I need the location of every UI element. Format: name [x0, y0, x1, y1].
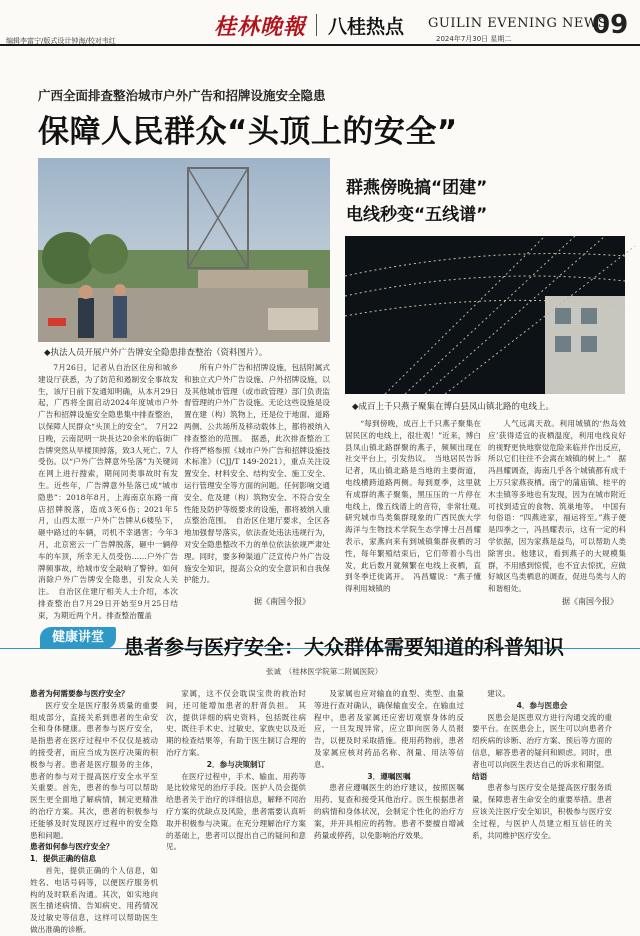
side-photo-caption: ◆成百上千只燕子聚集在博白县凤山镇北路的电线上。	[352, 402, 555, 412]
health-text-4: 在医疗过程中，手术、输血、用药等是比较常见的治疗手段。医护人员会提供给患者关于治疗的详细信息，解释不同治疗方案的优缺点及风险，患者需要认真听取并积极参与决策。在充分理解治疗方案的基础上，患者可以提出自己的疑问和意见。	[166, 771, 306, 852]
health-section-tag: 健康讲堂	[40, 627, 116, 649]
health-column-1	[30, 688, 158, 934]
side-story-column-2	[488, 418, 626, 594]
health-column-2	[166, 688, 306, 924]
health-text-7: 建议。	[487, 689, 510, 698]
main-photo-caption: ◆执法人员开展户外广告牌安全隐患排查整治（资料图片）。	[44, 348, 268, 358]
health-subheading-2: 患者如何参与医疗安全？	[30, 842, 114, 852]
main-kicker: 广西全面排查整治城市户外广告和招牌设施安全隐患	[38, 88, 326, 103]
editors-credit: 编辑李富宁/版式设计钟海/校对韦红	[6, 37, 116, 45]
issue-date: 2024年7月30日 星期二	[436, 35, 512, 43]
side-story-text-2: 人气远离天敌。利用城镇的‘热岛效应’获得适宜的夜栖温度，利用电线良好的视野更快地察觉危险来临并作出反应，所以它们往往不会离在城镇的树上。” 据冯昌耀调查，海南几乎各个城镇都有成千上万只家燕夜栖。南宁的蒲庙镇、桂平的木圭镇等多地也有发现，因为在城市附近可找到适宜的食物、筑巢地等。 中国有句俗语：“四燕进家，福运将至。”燕子便是四季之一，冯昌耀表示，这有一定的科学依据，因为家燕是益鸟，可以帮助人类除害虫。他建议，看到燕子的大规模集群，不用感到惊慌，也不宜去惊扰，应做好城区鸟类栖息的调查，促进鸟类与人的和谐相处。	[488, 419, 626, 594]
health-byline: 张诚 （桂林医学院第二附属医院）	[266, 667, 383, 676]
main-headline: 保障人民群众“头顶上的安全”	[38, 114, 458, 150]
side-headline-line-1: 群燕傍晚搞“团建”	[346, 178, 488, 198]
health-text-2: 首先，提供正确的个人信息，如姓名、电话号码等，以便医疗服务机构的及时联系沟通。其次，如实地向医生描述病情、告知病史、用药情况及过敏史等信息，这样可以帮助医生做出准确的诊断。	[30, 865, 158, 934]
health-text-5: 及家属也应对输血的血型、类型、血量等进行查对确认，确保输血安全。在输血过程中，患者及家属还应密切观察身体的反应，一旦发现异常，应立即向医务人员报告，以便及时采取措施。使用药物前，患者及家属应核对药品名称、剂量、用法等信息。	[314, 689, 464, 769]
main-story-text-2: 所有户外广告和招牌设施，包括附属式和独立式户外广告设施、户外招牌设施，以及其他城市管理（或市政管理）部门负责监督管理的户外广告设施。无论这些设施是设置在建（构）筑物上，还是位于地面、道路两侧、公共场所及移动载体上，都将被纳入排查整治的范围。 据悉，此次排查整治工作将严格参照《城市户外广告和招牌设施技术标准》（CJJ/T 149-2021），重点关注设置安全、材料安全、结构安全、施工安全、运行管理安全等方面的问题。任何影响交通安全、危及建（构）筑物安全、不符合安全性能及防护等级要求的设施，都将被纳入重点整治范围。 自治区住建厅要求，全区各地加强督导落实，依法查处违法违规行为，对安全隐患整改不力的单位依法依规严肃处理。同时，要多种渠道广泛宣传户外广告设施安全知识，提高公众的安全意识和自我保护能力。	[184, 363, 330, 585]
health-subheading-5: 3．遵嘱医嘱	[367, 771, 411, 781]
masthead-divider	[316, 14, 317, 36]
main-story-column-1	[38, 362, 178, 622]
side-story-source: 据《南国今报》	[562, 597, 618, 606]
health-text-1: 医疗安全是医疗服务质量的重要组成部分，直接关系到患者的生命安全和身体健康。患者参与医疗安全，是指患者在医疗过程中不仅仅是被动的接受者，而应当成为医疗决策的积极参与者。患者是医疗服务的主体，患者的参与对于提高医疗安全水平至关重要。首先，患者的参与可以帮助医生更全面地了解病情，制定更精准的治疗方案。其次，患者的积极参与还能够及时发现医疗过程中的安全隐患和问题。	[30, 700, 158, 840]
main-story-text-1: 7月26日，记者从自治区住房和城乡建设厅获悉，为了防范和遏制安全事故发生，该厅日前下发通知明确，从本月29日起，广西将全面启动2024年度城市户外广告和招牌设施安全隐患集中排查整治，以保障人民群众“头顶上的安全”。 7月22日晚，云南昆明一块長达20余米的临街广告牌突然从旱楼顶掉落，致3人死亡、7人受伤。以“户外广告牌意外坠落”为关键词在网上进行搜索，期间同类事故时有发生。近些年，广告牌意外坠落已成“城市隐患”：2018年8月，上海南京东路一商店招牌脱落，造成3死6伤；2021年5月，山西太原一户外广告牌从6楼坠下，砸中路过的车辆，司机不幸遇害；今年3月，北京密云一广告牌脱落，砸中一辆停车的车顶，所幸无人员受伤……户外广告牌频事故，给城市安全敲响了警钟。如何消除户外广告牌安全隐患，引发众人关注。 自治区住建厅相关人士介绍，本次排查整治自7月29日开始至9月25日结束，为期近两个月。排查整治覆盖	[38, 363, 178, 620]
health-column-4	[472, 688, 612, 924]
health-column-3	[314, 688, 464, 924]
main-story-photo	[38, 158, 330, 342]
masthead	[0, 0, 640, 46]
health-subheading-7: 结语	[472, 771, 488, 781]
newspaper-logo: 桂林晚報	[214, 14, 307, 40]
main-story-column-2	[184, 362, 330, 590]
side-story-photo	[345, 236, 625, 394]
health-text-6: 患者应遵嘱医生的治疗建议，按照医嘱用药、复查和接受其他治疗。医生根据患者的病情和身体状况，会制定个性化的治疗方案，并开具相应的药物。患者不要擅自增减药量或停药，以免影响治疗效果。	[314, 783, 464, 840]
main-story-source: 据《南国今报》	[254, 597, 310, 606]
health-text-3: 家属，这不仅会耽误宝贵的救治时间，还可能增加患者的肝肾负担。 其次，提供详细的病史资料，包括既往病史、既往手术史、过敏史、家族史以及近期的检查结果等，有助于医生制订合理的治疗方案。	[166, 689, 306, 757]
health-subheading-6: 4．参与医患会	[516, 700, 568, 710]
section-title: 八桂热点	[328, 16, 405, 38]
side-story-text-1: “每到傍晚，成百上千只燕子聚集在居民区的电线上，很壮观！”近来，博白县凤山镇北路群聚的燕子，频频出现在社交平台上，引发热议。 当地居民告诉记者，凤山镇北路是当地的主要街道，电线横跨道路两侧。每到夏季，这里就有成群的燕子聚集，黑压压的一片停在电线上，像五线谱上的音符，非常壮观。 研究城市鸟类集群现象的广西民族大学海洋与生物技术学院生态学博士吕昌耀表示，家燕向来有到城镇集群夜栖的习性，每年繁殖结束后，它们带着小鸟出发，此后数月就频繁在电线上夜栖，直到冬季迁徙离开。 冯昌耀说：“燕子懂得利用城镇的	[345, 419, 489, 594]
side-story-column-1	[345, 418, 489, 616]
health-text-9: 患者参与医疗安全是提高医疗服务质量，保障患者生命安全的重要举措。患者应该关注医疗安全知识，积极参与医疗安全过程，与医护人员建立相互信任的关系，共同维护医疗安全。	[472, 783, 612, 840]
swallows-photo-illustration	[345, 236, 625, 394]
health-headline: 患者参与医疗安全：大众群体需要知道的科普知识	[124, 635, 564, 659]
page-number: 09	[592, 10, 629, 40]
health-subheading-4: 2．参与决策制订	[206, 759, 266, 769]
english-name: GUILIN EVENING NEWS	[428, 16, 608, 31]
health-text-8: 医患会是医患双方进行沟通交流的重要平台。在医患会上，医生可以向患者介绍疾病的诊断、治疗方案、预后等方面的信息，解答患者的疑问和顾虑。同时，患者也可以向医生表达自己的诉求和期望。	[472, 712, 612, 769]
health-subheading-3: 1．提供正确的信息	[30, 854, 97, 864]
side-headline-line-2: 电线秒变“五线谱”	[346, 205, 488, 225]
side-headline	[346, 175, 487, 229]
health-subheading-1: 患者为何需要参与医疗安全？	[30, 689, 129, 698]
inspection-photo-illustration	[38, 158, 330, 342]
